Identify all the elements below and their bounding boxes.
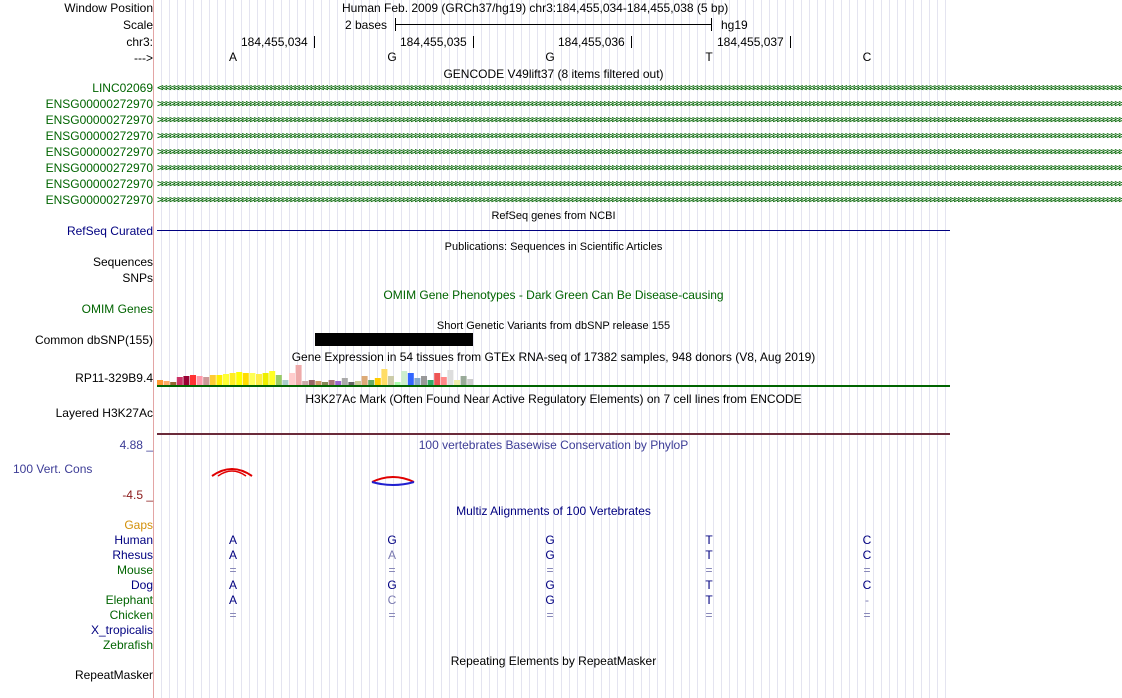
publications-track-title[interactable]: Publications: Sequences in Scientific Articles bbox=[444, 241, 663, 253]
gene-plus-strand-line[interactable]: >>>>>>>>>>>>>>>>>>>>>>>>>>>>>>>>>>>>>>>>>>>>>>>>>>>>>>>>>>>>>>>>>>>>>>>>>>>>>>>>>>>>>>>>>>>>>>>>>>>>>>>>>>>>>>>>>>>>>>>>>>>>>>>>>>>>>>>>>>>>>>>>>>>>>>>>>>>>>>>>>>>>>>>>>>>>>>>>>>>>>>>>>>>>>>>>>>>>>>>>>>>>>>>>>>>>>>>>>>>>>>>>>>>>>>>>>>>>>>>> bbox=[157, 113, 1122, 126]
scale-label: Scale bbox=[122, 18, 153, 32]
alignment-base: T bbox=[705, 578, 713, 592]
repeatmasker-label[interactable]: RepeatMasker bbox=[74, 668, 153, 682]
alignment-base: A bbox=[387, 548, 396, 562]
alignment-base: A bbox=[228, 548, 237, 562]
alignment-base: = bbox=[546, 563, 554, 577]
species-label[interactable]: Rhesus bbox=[112, 548, 153, 562]
alignment-base: = bbox=[705, 608, 713, 622]
strand-label[interactable]: ---> bbox=[134, 51, 153, 65]
alignment-base: C bbox=[862, 578, 872, 592]
reference-base: T bbox=[705, 50, 713, 64]
alignment-base: A bbox=[228, 578, 237, 592]
conservation-peak-mixed bbox=[372, 477, 414, 482]
alignment-base: G bbox=[387, 533, 397, 547]
alignment-base: = bbox=[863, 608, 871, 622]
alignment-base: = bbox=[863, 563, 871, 577]
gencode-track-title[interactable]: GENCODE V49lift37 (8 items filtered out) bbox=[443, 67, 664, 81]
alignment-base: = bbox=[229, 608, 237, 622]
alignment-base: G bbox=[545, 548, 555, 562]
gene-label[interactable]: LINC02069 bbox=[92, 81, 153, 95]
gene-label[interactable]: ENSG00000272970 bbox=[45, 145, 153, 159]
alignment-base: T bbox=[705, 593, 713, 607]
species-label[interactable]: Chicken bbox=[109, 608, 153, 622]
alignment-base: C bbox=[862, 533, 872, 547]
alignment-base: - bbox=[865, 593, 869, 607]
omim-track-title[interactable]: OMIM Gene Phenotypes - Dark Green Can Be Disease-causing bbox=[383, 288, 724, 302]
gene-label[interactable]: ENSG00000272970 bbox=[45, 177, 153, 191]
coordinate-label: 184,455,034 bbox=[241, 35, 308, 49]
alignment-base: = bbox=[388, 563, 396, 577]
cons-max-label: 4.88 _ bbox=[119, 438, 153, 452]
conservation-dip-blue bbox=[372, 482, 414, 485]
gene-plus-strand-line[interactable]: >>>>>>>>>>>>>>>>>>>>>>>>>>>>>>>>>>>>>>>>>>>>>>>>>>>>>>>>>>>>>>>>>>>>>>>>>>>>>>>>>>>>>>>>>>>>>>>>>>>>>>>>>>>>>>>>>>>>>>>>>>>>>>>>>>>>>>>>>>>>>>>>>>>>>>>>>>>>>>>>>>>>>>>>>>>>>>>>>>>>>>>>>>>>>>>>>>>>>>>>>>>>>>>>>>>>>>>>>>>>>>>>>>>>>>>>>>>>>>>> bbox=[157, 129, 1122, 142]
gene-label[interactable]: ENSG00000272970 bbox=[45, 161, 153, 175]
reference-base: G bbox=[387, 50, 397, 64]
gene-label[interactable]: ENSG00000272970 bbox=[45, 113, 153, 127]
alignment-base: T bbox=[705, 548, 713, 562]
omim-genes-label[interactable]: OMIM Genes bbox=[81, 302, 153, 316]
refseq-curated-label[interactable]: RefSeq Curated bbox=[66, 224, 153, 238]
reference-base: A bbox=[228, 50, 237, 64]
alignment-base: C bbox=[862, 548, 872, 562]
coordinate-label: 184,455,035 bbox=[400, 35, 467, 49]
dbsnp-track-title[interactable]: Short Genetic Variants from dbSNP release 155 bbox=[436, 320, 671, 332]
gaps-label[interactable]: Gaps bbox=[124, 518, 153, 532]
gene-label[interactable]: ENSG00000272970 bbox=[45, 97, 153, 111]
sequences-label[interactable]: Sequences bbox=[92, 255, 153, 269]
species-label[interactable]: X_tropicalis bbox=[90, 623, 153, 637]
scale-db-text: hg19 bbox=[721, 18, 748, 32]
gene-label[interactable]: ENSG00000272970 bbox=[45, 193, 153, 207]
vert-cons-label[interactable]: 100 Vert. Cons bbox=[13, 462, 93, 476]
snps-label[interactable]: SNPs bbox=[122, 271, 153, 285]
conservation-peak-red bbox=[212, 469, 252, 476]
alignment-base: G bbox=[387, 578, 397, 592]
gene-plus-strand-line[interactable]: >>>>>>>>>>>>>>>>>>>>>>>>>>>>>>>>>>>>>>>>>>>>>>>>>>>>>>>>>>>>>>>>>>>>>>>>>>>>>>>>>>>>>>>>>>>>>>>>>>>>>>>>>>>>>>>>>>>>>>>>>>>>>>>>>>>>>>>>>>>>>>>>>>>>>>>>>>>>>>>>>>>>>>>>>>>>>>>>>>>>>>>>>>>>>>>>>>>>>>>>>>>>>>>>>>>>>>>>>>>>>>>>>>>>>>>>>>>>>>>> bbox=[157, 177, 1122, 190]
reference-base: G bbox=[545, 50, 555, 64]
species-label[interactable]: Elephant bbox=[105, 593, 153, 607]
alignment-base: G bbox=[545, 533, 555, 547]
alignment-base: G bbox=[545, 593, 555, 607]
refseq-track-title[interactable]: RefSeq genes from NCBI bbox=[491, 210, 616, 222]
alignment-base: = bbox=[229, 563, 237, 577]
repeatmasker-track-title[interactable]: Repeating Elements by RepeatMasker bbox=[450, 654, 657, 668]
gene-plus-strand-line[interactable]: >>>>>>>>>>>>>>>>>>>>>>>>>>>>>>>>>>>>>>>>>>>>>>>>>>>>>>>>>>>>>>>>>>>>>>>>>>>>>>>>>>>>>>>>>>>>>>>>>>>>>>>>>>>>>>>>>>>>>>>>>>>>>>>>>>>>>>>>>>>>>>>>>>>>>>>>>>>>>>>>>>>>>>>>>>>>>>>>>>>>>>>>>>>>>>>>>>>>>>>>>>>>>>>>>>>>>>>>>>>>>>>>>>>>>>>>>>>>>>>> bbox=[157, 97, 1122, 110]
species-label[interactable]: Mouse bbox=[116, 563, 153, 577]
assembly-position-text: Human Feb. 2009 (GRCh37/hg19) chr3:184,455,034-184,455,038 (5 bp) bbox=[342, 1, 729, 15]
alignment-base: C bbox=[387, 593, 397, 607]
gene-plus-strand-line[interactable]: >>>>>>>>>>>>>>>>>>>>>>>>>>>>>>>>>>>>>>>>>>>>>>>>>>>>>>>>>>>>>>>>>>>>>>>>>>>>>>>>>>>>>>>>>>>>>>>>>>>>>>>>>>>>>>>>>>>>>>>>>>>>>>>>>>>>>>>>>>>>>>>>>>>>>>>>>>>>>>>>>>>>>>>>>>>>>>>>>>>>>>>>>>>>>>>>>>>>>>>>>>>>>>>>>>>>>>>>>>>>>>>>>>>>>>>>>>>>>>>> bbox=[157, 161, 1122, 174]
gtex-track-title[interactable]: Gene Expression in 54 tissues from GTEx RNA-seq of 17382 samples, 948 donors (V8, Aug 2019) bbox=[291, 350, 816, 364]
alignment-base: A bbox=[228, 593, 237, 607]
gene-label[interactable]: ENSG00000272970 bbox=[45, 129, 153, 143]
alignment-base: = bbox=[705, 563, 713, 577]
h3k27ac-track-title[interactable]: H3K27Ac Mark (Often Found Near Active Regulatory Elements) on 7 cell lines from ENCODE bbox=[305, 392, 802, 406]
gene-minus-strand-line[interactable]: <<<<<<<<<<<<<<<<<<<<<<<<<<<<<<<<<<<<<<<<<<<<<<<<<<<<<<<<<<<<<<<<<<<<<<<<<<<<<<<<<<<<<<<<<<<<<<<<<<<<<<<<<<<<<<<<<<<<<<<<<<<<<<<<<<<<<<<<<<<<<<<<<<<<<<<<<<<<<<<<<<<<<<<<<<<<<<<<<<<<<<<<<<<<<<<<<<<<<<<<<<<<<<<<<<<<<<<<<<<<<<<<<<<<<<<<<<<<<<<< bbox=[157, 81, 1122, 94]
species-label[interactable]: Zebrafish bbox=[102, 638, 153, 652]
gene-plus-strand-line[interactable]: >>>>>>>>>>>>>>>>>>>>>>>>>>>>>>>>>>>>>>>>>>>>>>>>>>>>>>>>>>>>>>>>>>>>>>>>>>>>>>>>>>>>>>>>>>>>>>>>>>>>>>>>>>>>>>>>>>>>>>>>>>>>>>>>>>>>>>>>>>>>>>>>>>>>>>>>>>>>>>>>>>>>>>>>>>>>>>>>>>>>>>>>>>>>>>>>>>>>>>>>>>>>>>>>>>>>>>>>>>>>>>>>>>>>>>>>>>>>>>>> bbox=[157, 193, 1122, 206]
reference-base: C bbox=[862, 50, 872, 64]
gene-plus-strand-line[interactable]: >>>>>>>>>>>>>>>>>>>>>>>>>>>>>>>>>>>>>>>>>>>>>>>>>>>>>>>>>>>>>>>>>>>>>>>>>>>>>>>>>>>>>>>>>>>>>>>>>>>>>>>>>>>>>>>>>>>>>>>>>>>>>>>>>>>>>>>>>>>>>>>>>>>>>>>>>>>>>>>>>>>>>>>>>>>>>>>>>>>>>>>>>>>>>>>>>>>>>>>>>>>>>>>>>>>>>>>>>>>>>>>>>>>>>>>>>>>>>>>> bbox=[157, 145, 1122, 158]
alignment-base: T bbox=[705, 533, 713, 547]
layered-h3k27ac-label[interactable]: Layered H3K27Ac bbox=[55, 406, 153, 420]
alignment-base: A bbox=[228, 533, 237, 547]
coordinate-label: 184,455,036 bbox=[558, 35, 625, 49]
multiz-track-title[interactable]: Multiz Alignments of 100 Vertebrates bbox=[456, 504, 651, 518]
species-label[interactable]: Dog bbox=[130, 578, 153, 592]
alignment-base: = bbox=[546, 608, 554, 622]
conservation-track-title[interactable]: 100 vertebrates Basewise Conservation by PhyloP bbox=[418, 438, 689, 452]
coordinate-label: 184,455,037 bbox=[717, 35, 784, 49]
alignment-base: G bbox=[545, 578, 555, 592]
scale-text: 2 bases bbox=[345, 18, 388, 32]
cons-min-label: -4.5 _ bbox=[122, 488, 153, 502]
gtex-gene-label[interactable]: RP11-329B9.4 bbox=[75, 371, 153, 385]
alignment-base: = bbox=[388, 608, 396, 622]
species-label[interactable]: Human bbox=[114, 533, 153, 547]
window-position-label: Window Position bbox=[64, 1, 153, 15]
common-dbsnp-label[interactable]: Common dbSNP(155) bbox=[34, 333, 153, 347]
chromosome-label: chr3: bbox=[126, 35, 153, 49]
